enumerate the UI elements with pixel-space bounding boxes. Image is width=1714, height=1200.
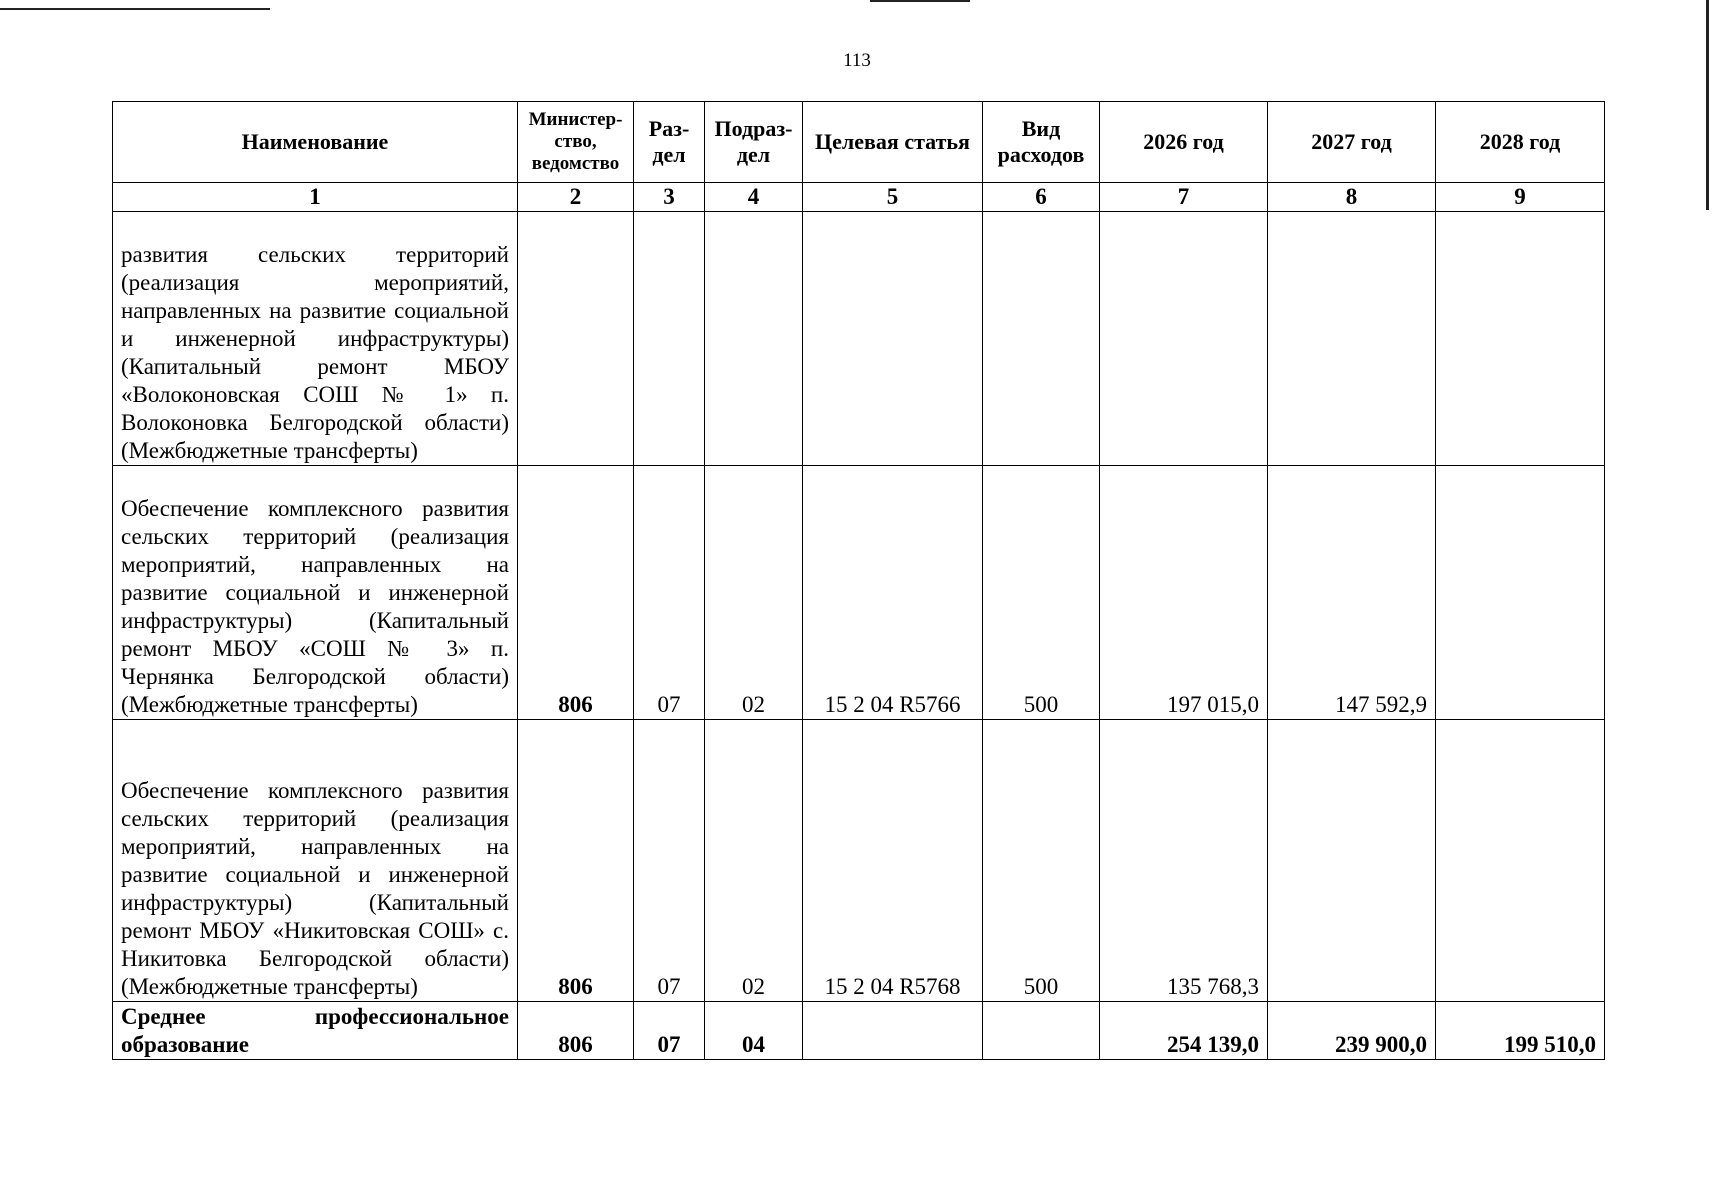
column-number: 8: [1268, 183, 1436, 212]
row-2028: [1436, 212, 1605, 466]
row-ministry: 806: [518, 466, 634, 720]
page-number: 113: [843, 50, 871, 71]
row-name: Обеспечение комплексного развития сельских территорий (реализация мероприятий, направленных на развитие социальной и инженерной инфраструктуры) (Капитальный ремонт МБОУ «СОШ № 3» п. Чернянка Белгородской области) (Межбюджетные трансферты): [113, 466, 518, 720]
header-section: Раз-дел: [634, 102, 705, 183]
row-target-article: [803, 1002, 983, 1060]
table-row: [113, 720, 1605, 1002]
header-2027: 2027 год: [1268, 102, 1436, 183]
column-number: 6: [983, 183, 1100, 212]
row-name: развития сельских территорий (реализация мероприятий, направленных на развитие социальной и инженерной инфраструктуры) (Капитальный ремонт МБОУ «Волоконовская СОШ № 1» п. Волоконовка Белгородской области) (Межбюджетные трансферты): [113, 212, 518, 466]
row-section: [634, 212, 705, 466]
column-number: 5: [803, 183, 983, 212]
row-expense-type: 500: [983, 720, 1100, 1002]
table-row: [113, 212, 1605, 466]
row-2026: [1100, 212, 1268, 466]
table-row: [113, 466, 1605, 720]
header-2028: 2028 год: [1436, 102, 1605, 183]
row-subsection: 04: [705, 1002, 803, 1060]
row-2028: 199 510,0: [1436, 1002, 1605, 1060]
row-2028: [1436, 720, 1605, 1002]
table-row-subtotal: [113, 1002, 1605, 1060]
row-2027: [1268, 212, 1436, 466]
budget-table: [112, 101, 1605, 1060]
column-number: 1: [113, 183, 518, 212]
row-section: 07: [634, 720, 705, 1002]
header-2026: 2026 год: [1100, 102, 1268, 183]
row-2026: 197 015,0: [1100, 466, 1268, 720]
row-target-article: [803, 212, 983, 466]
row-name: Обеспечение комплексного развития сельских территорий (реализация мероприятий, направленных на развитие социальной и инженерной инфраструктуры) (Капитальный ремонт МБОУ «Никитовская СОШ» с. Никитовка Белгородской области) (Межбюджетные трансферты): [113, 720, 518, 1002]
header-row: [113, 102, 1605, 183]
header-ministry: Министер-ство, ведомство: [518, 102, 634, 183]
row-name: Среднее профессиональное образование: [113, 1002, 518, 1060]
row-expense-type: [983, 1002, 1100, 1060]
row-expense-type: [983, 212, 1100, 466]
header-target-article: Целевая статья: [803, 102, 983, 183]
scan-artifact-line-right: [1706, 0, 1709, 210]
header-name: Наименование: [113, 102, 518, 183]
row-2027: [1268, 720, 1436, 1002]
column-number: 4: [705, 183, 803, 212]
row-ministry: 806: [518, 720, 634, 1002]
column-number-row: [113, 183, 1605, 212]
row-expense-type: 500: [983, 466, 1100, 720]
column-number: 3: [634, 183, 705, 212]
row-section: 07: [634, 466, 705, 720]
row-subsection: 02: [705, 720, 803, 1002]
row-2028: [1436, 466, 1605, 720]
row-2027: 147 592,9: [1268, 466, 1436, 720]
row-ministry: [518, 212, 634, 466]
column-number: 9: [1436, 183, 1605, 212]
column-number: 7: [1100, 183, 1268, 212]
row-subsection: [705, 212, 803, 466]
header-expense-type: Вид расходов: [983, 102, 1100, 183]
row-section: 07: [634, 1002, 705, 1060]
row-target-article: 15 2 04 R5766: [803, 466, 983, 720]
header-subsection: Подраз-дел: [705, 102, 803, 183]
scan-artifact-line-top: [870, 0, 970, 2]
row-target-article: 15 2 04 R5768: [803, 720, 983, 1002]
row-subsection: 02: [705, 466, 803, 720]
scan-artifact-line-left: [0, 8, 270, 10]
row-ministry: 806: [518, 1002, 634, 1060]
row-2026: 135 768,3: [1100, 720, 1268, 1002]
row-2027: 239 900,0: [1268, 1002, 1436, 1060]
row-2026: 254 139,0: [1100, 1002, 1268, 1060]
column-number: 2: [518, 183, 634, 212]
